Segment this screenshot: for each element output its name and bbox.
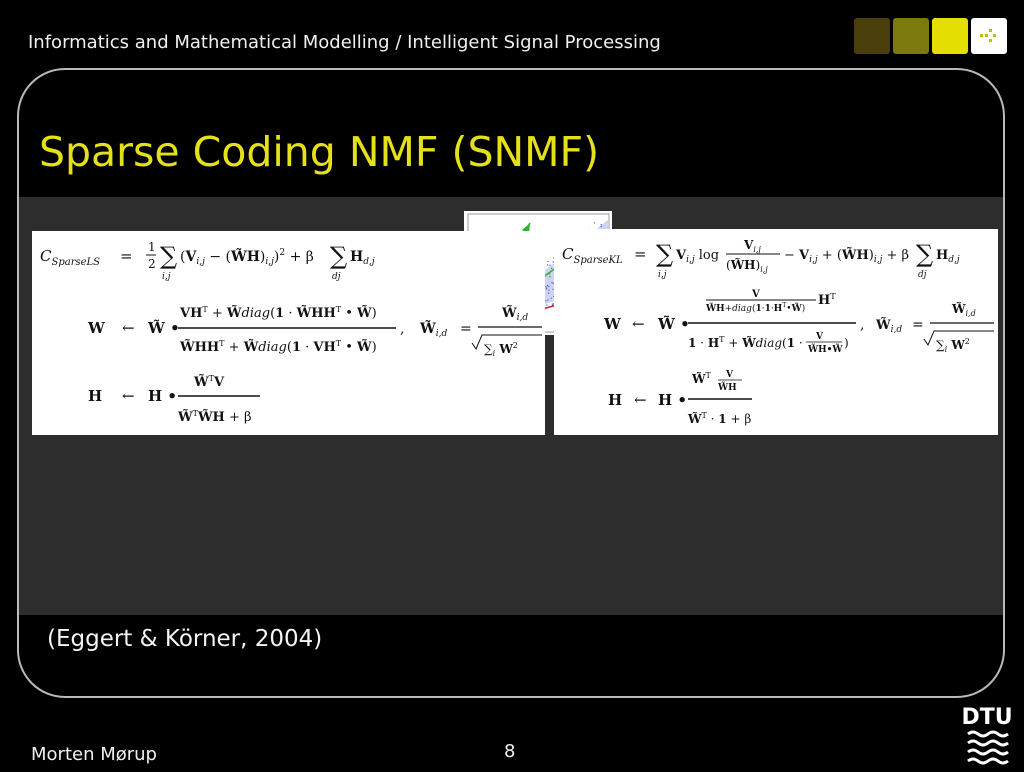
svg-text:H: H [608, 391, 623, 409]
svg-text:W̃i,d: $W̃_{i,d}$ [420, 321, 448, 339]
svg-text:1: 1 [148, 240, 156, 254]
scatter-dot [547, 261, 548, 262]
scatter-dot [594, 222, 595, 223]
svg-text:W̃H+diag(1·1·HT•W̃): $W̃H+diag(1\cdot 1\cdot H^T•W̃)$ [706, 302, 806, 314]
svg-text:W̃T · 1 + β: W̃$^T$ · 1 + β [688, 411, 752, 426]
citation-reference: (Eggert & Körner, 2004) [47, 626, 323, 652]
scatter-dot [548, 293, 549, 294]
svg-text:∑i W2: $\sum_i$ $W^2$ [936, 337, 970, 354]
svg-text:CSparseKL: $C_{SparseKL}$ [562, 245, 623, 266]
svg-text:H •: H • [658, 391, 687, 409]
svg-text:W̃ •: W̃ • [148, 319, 180, 337]
equation-box-ls [32, 231, 545, 435]
color-square-yellow [932, 18, 968, 54]
svg-text:V: V [816, 332, 823, 342]
next-slide-button[interactable] [971, 18, 1007, 54]
svg-text:W̃i,d: $W̃_{i,d}$ [952, 302, 976, 318]
svg-text:Vi,j log: $V_{i,j}$ log [676, 248, 720, 265]
svg-text:): ) [844, 336, 849, 350]
svg-text:H: H [88, 387, 103, 405]
scatter-dot [547, 299, 548, 300]
dtu-logo [962, 700, 1012, 772]
nav-squares [854, 18, 1007, 54]
svg-text:=: = [460, 321, 472, 337]
svg-text:∑: ∑ [330, 242, 348, 270]
scatter-dot [551, 282, 552, 283]
scatter-dot [545, 286, 546, 287]
svg-text:←: ← [632, 315, 645, 333]
scatter-dot [547, 285, 548, 286]
svg-text:HT: $H^T$ [818, 292, 836, 308]
svg-text:=: = [634, 245, 647, 263]
svg-text:W: W [604, 315, 621, 333]
svg-text:Hd,j: $H_{d,j}$ [350, 249, 375, 267]
department-header: Informatics and Mathematical Modelling / Intelligent Signal Processing [28, 32, 661, 53]
svg-text:W̃TW̃H + β: W̃$^T$W̃H + β [178, 409, 252, 425]
scatter-dot [545, 300, 546, 301]
svg-text:(W̃H)i,j: $(W̃H)_{i,j}$ [726, 258, 768, 274]
svg-text:=: = [120, 247, 133, 265]
svg-text:Vi,j: $V_{i,j}$ [744, 238, 761, 254]
scatter-dot [546, 288, 547, 289]
svg-text:=: = [912, 317, 924, 333]
svg-text:,: , [860, 317, 865, 333]
svg-text:W̃H•W̃: W̃H•W̃ [808, 345, 843, 355]
svg-text:←: ← [122, 319, 135, 337]
svg-text:V: V [726, 370, 733, 380]
svg-text:− Vi,j + (W̃H)i,j + β: − $V_{i,j}$ + $(W̃H)_{i,j} + \beta$ [784, 248, 910, 265]
svg-text:W̃ •: W̃ • [658, 315, 690, 333]
svg-text:H •: H • [148, 387, 177, 405]
arrow-right-icon [977, 24, 1001, 48]
color-square-olive [893, 18, 929, 54]
slide-title: Sparse Coding NMF (SNMF) [39, 128, 600, 176]
svg-text:W̃TV: W̃$^T$V [194, 374, 225, 390]
scatter-dot [548, 290, 549, 291]
svg-text:∑i W2: $\sum_i$ $W^2$ [484, 341, 518, 358]
svg-text:W: W [88, 319, 105, 337]
scatter-dot [549, 276, 550, 277]
svg-text:∑: ∑ [656, 240, 674, 268]
svg-text:W̃H: W̃H [718, 383, 737, 393]
svg-text:∑: ∑ [916, 240, 934, 268]
svg-text:dj: dj [918, 270, 927, 280]
scatter-dot [547, 264, 548, 265]
svg-text:DTU: DTU [962, 705, 1012, 730]
svg-text:←: ← [634, 391, 647, 409]
scatter-dot [549, 265, 550, 266]
svg-text:i,j: i,j [162, 272, 171, 282]
svg-text:W̃T: W̃$^T$ [692, 371, 711, 386]
slide-frame [17, 68, 1005, 698]
svg-text:,: , [400, 321, 405, 337]
svg-text:i,j: i,j [658, 270, 667, 280]
svg-text:←: ← [122, 387, 135, 405]
svg-text:1 · HT + W̃diag(1 ·: $1 \cdot H^T$ + W̃diag(1 · [688, 335, 803, 350]
svg-text:VHT + W̃diag(1 · W̃HHT • W̃): $VH^T$ + W̃diag(1 · $W̃HH^T$ • W̃) [180, 305, 377, 321]
svg-text:W̃i,d: $W̃_{i,d}$ [502, 306, 529, 323]
svg-text:CSparseLS: $C_{SparseLS}$ [40, 247, 101, 268]
page-number: 8 [504, 741, 516, 762]
svg-text:dj: dj [332, 272, 341, 282]
scatter-dot [601, 224, 602, 225]
equation-box-kl [554, 229, 998, 435]
color-square-dark [854, 18, 890, 54]
svg-text:(Vi,j − (W̃H)i,j)2 + β: ($V_{i,j}$ − $(W̃H)_{i,j})^2 + \beta$ [180, 248, 314, 267]
svg-text:2: 2 [148, 257, 156, 271]
svg-text:W̃HHT + W̃diag(1 · VHT • W̃): $W̃HH^T$ + W̃diag(1 · $VH^T$ • W̃) [180, 339, 377, 355]
author-name: Morten Mørup [31, 744, 157, 765]
scatter-dot [601, 226, 602, 227]
scatter-dot [546, 304, 547, 305]
svg-text:Hd,j: $H_{d,j}$ [936, 248, 960, 265]
svg-text:∑: ∑ [160, 242, 178, 270]
scatter-dot [548, 286, 549, 287]
svg-text:W̃i,d: $W̃_{i,d}$ [876, 318, 903, 335]
scatter-dot [551, 268, 552, 269]
scatter-dot [551, 298, 552, 299]
svg-text:V: V [752, 289, 760, 300]
